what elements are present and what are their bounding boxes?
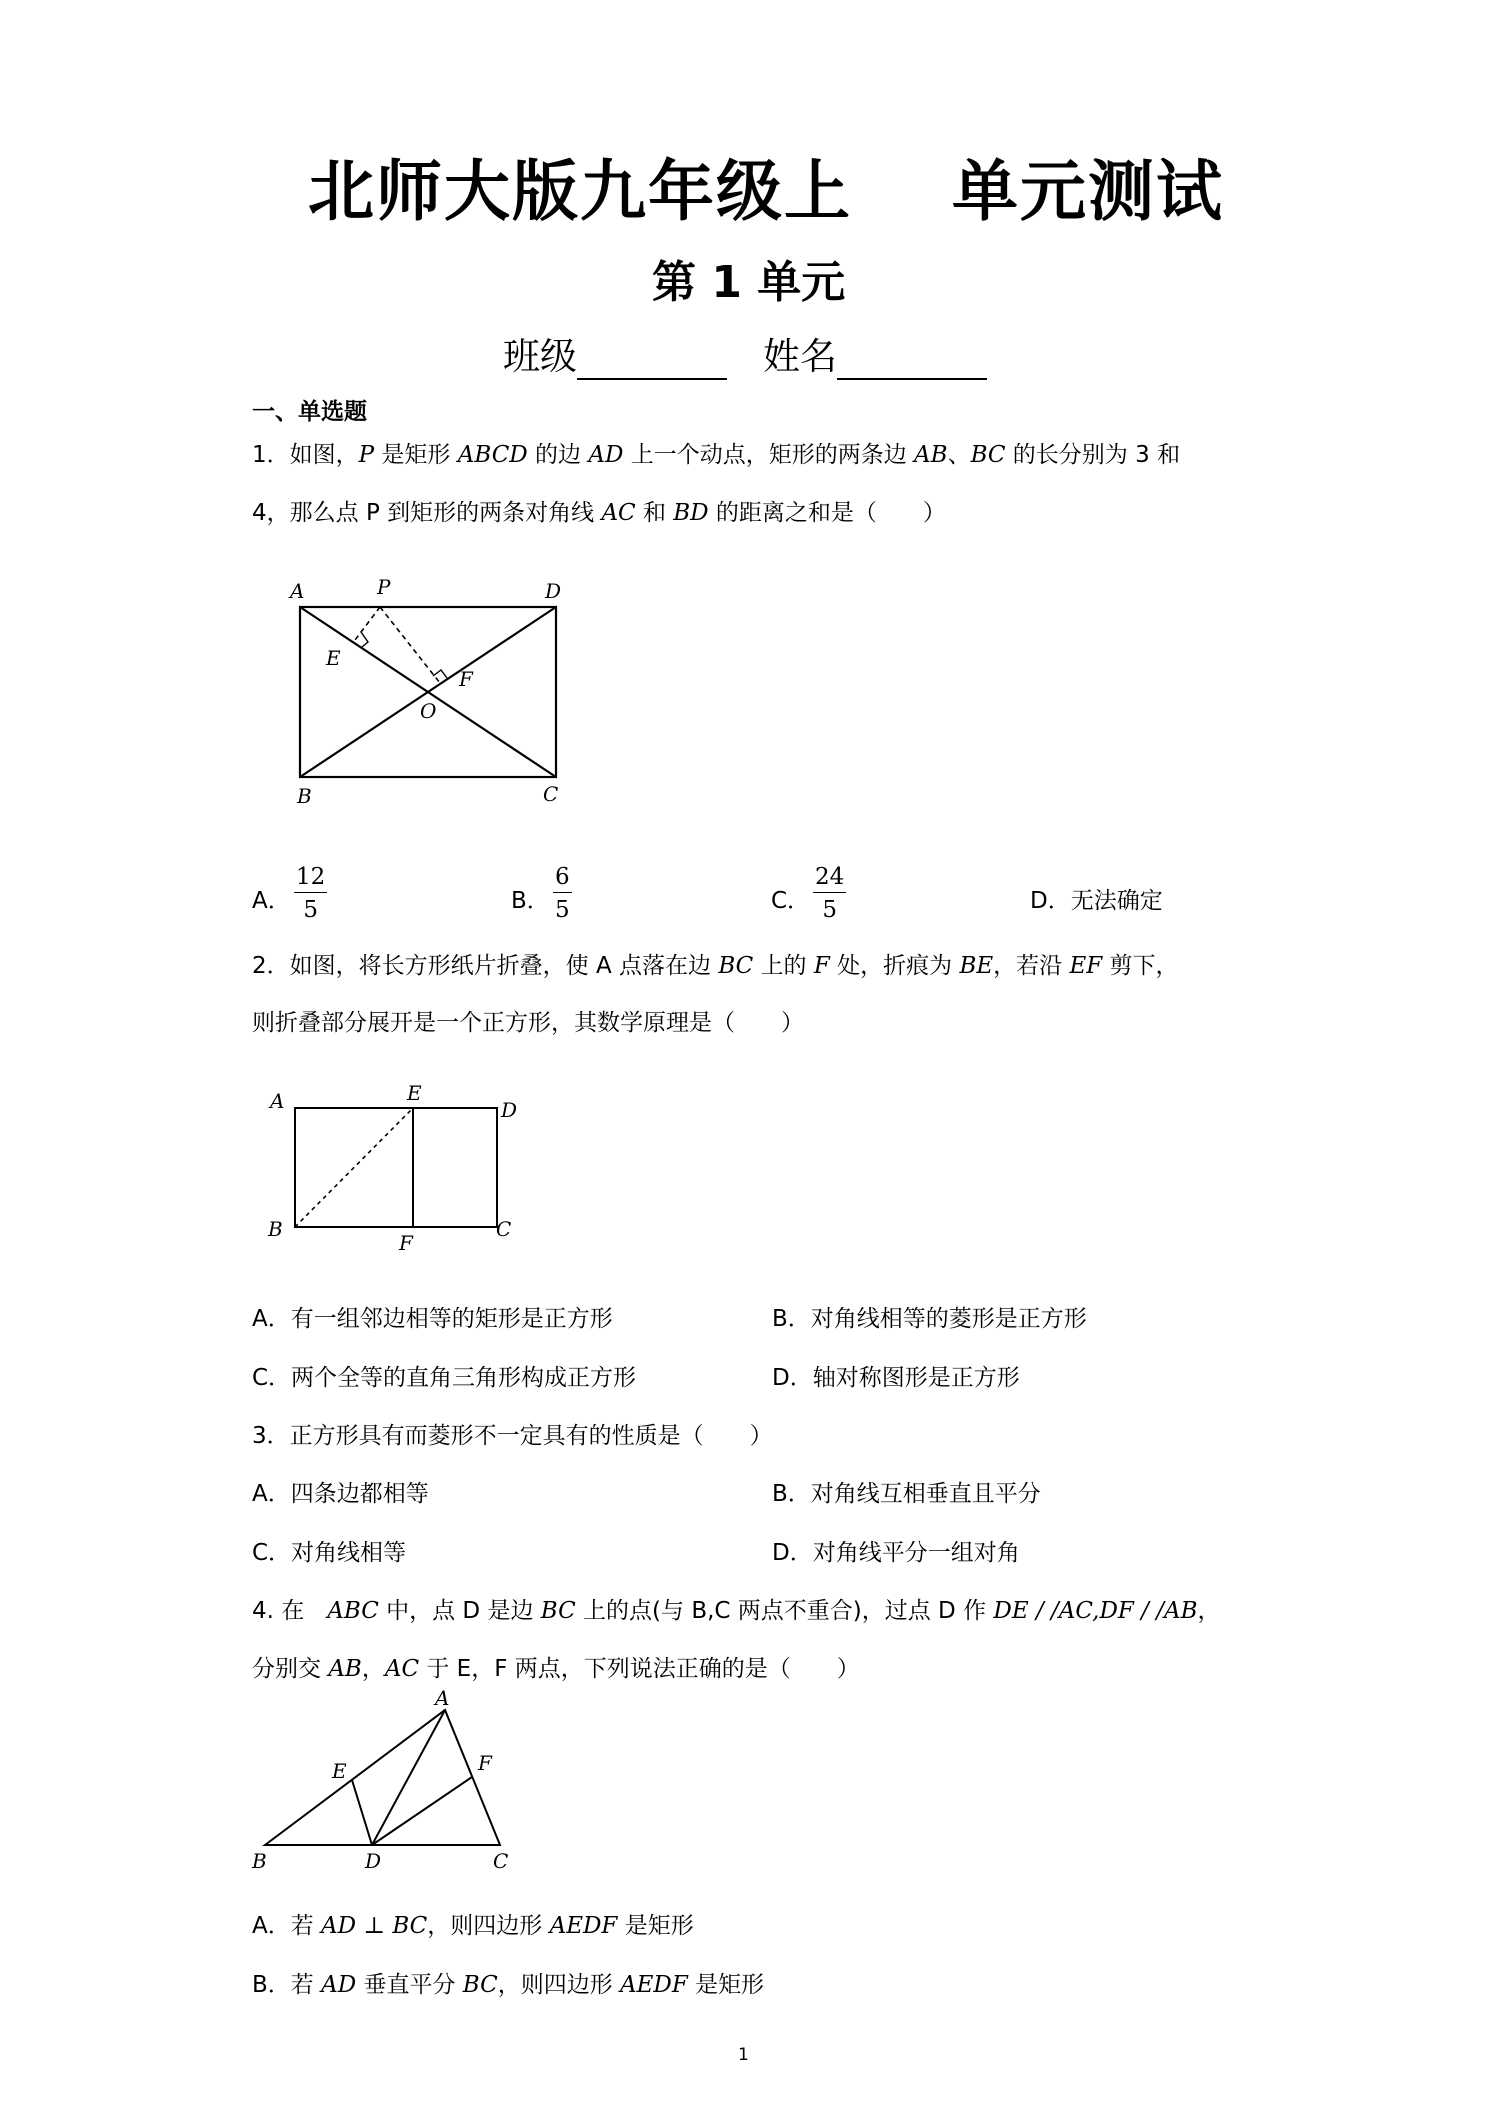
q1-label-e: E	[326, 646, 341, 670]
q1-b-numerator: 6	[553, 864, 572, 893]
q1-text: 、	[947, 442, 971, 468]
q1-a-numerator: 12	[294, 864, 327, 893]
q4-segment-de	[352, 1780, 372, 1845]
q1-b-denominator: 5	[555, 897, 570, 923]
q4-text: ，	[361, 1656, 385, 1682]
section-heading: 一、单选题	[252, 399, 367, 425]
q2-text: 处，折痕为	[829, 953, 960, 979]
page-number: 1	[738, 2045, 749, 2065]
q4-segment-ad	[372, 1710, 445, 1845]
q4-var: ABC	[327, 1598, 379, 1624]
q4-text: ，则四边形	[497, 1972, 621, 1998]
q2-label-f: F	[399, 1231, 413, 1255]
q1-label-f: F	[459, 667, 473, 691]
q2-label-c: C	[496, 1217, 512, 1241]
q2-var: EF	[1069, 953, 1103, 979]
q4-text: 4. 在	[252, 1598, 328, 1624]
q4-text: 分别交	[252, 1656, 329, 1682]
q1-label-a: A	[290, 579, 305, 603]
q4-var: DE / /AC,DF / /AB	[993, 1598, 1198, 1624]
q1-option-c-label: C．	[771, 888, 811, 914]
q4-text: B．若	[252, 1972, 322, 1998]
q1-label-o: O	[420, 699, 437, 723]
q4-var: AEDF	[549, 1913, 618, 1939]
q2-option-b: B．对角线相等的菱形是正方形	[772, 1306, 1087, 1332]
q2-text: 剪下，	[1102, 953, 1179, 979]
q4-text: 垂直平分	[356, 1972, 463, 1998]
q4-label-e: E	[332, 1759, 347, 1783]
title-left: 北师大版九年级上	[308, 153, 852, 230]
q1-text: 上一个动点，矩形的两条边	[623, 442, 915, 468]
q1-c-numerator: 24	[813, 864, 846, 893]
q1-d-text: 无法确定	[1070, 888, 1163, 914]
q4-option-a	[252, 1911, 694, 1941]
q4-label-c: C	[493, 1849, 509, 1873]
q1-text: 是矩形	[374, 442, 458, 468]
q1-text: 1．如图，	[252, 442, 359, 468]
q4-text: 中，点 D 是边	[378, 1598, 541, 1624]
q4-label-b: B	[252, 1849, 267, 1873]
q1-text: 的长分别为 3 和	[1005, 442, 1181, 468]
q1-text: 的边	[527, 442, 589, 468]
q4-var: AD	[321, 1972, 357, 1998]
q2-label-e: E	[407, 1081, 422, 1105]
name-label: 姓名	[763, 335, 837, 378]
q1-label-d: D	[545, 579, 562, 603]
title-right: 单元测试	[952, 153, 1224, 230]
q4-var: BC	[540, 1598, 576, 1624]
q4-text: ，则四边形	[427, 1913, 550, 1939]
q1-c-denominator: 5	[822, 897, 837, 923]
q1-a-denominator: 5	[303, 897, 318, 923]
q2-option-d: D．轴对称图形是正方形	[772, 1365, 1020, 1391]
q2-text: 上的	[753, 953, 814, 979]
q4-var: AEDF	[620, 1972, 688, 1998]
q4-text: A．若	[252, 1913, 322, 1939]
q1-var: BD	[673, 500, 709, 526]
q1-text: 4，那么点 P 到矩形的两条对角线	[252, 500, 602, 526]
q4-text: ，	[1197, 1598, 1221, 1624]
q2-var: BC	[718, 953, 754, 979]
q4-text: 是矩形	[687, 1972, 765, 1998]
q4-text: 是矩形	[617, 1913, 694, 1939]
q4-var: AB	[328, 1656, 362, 1682]
q1-text: 的距离之和是（ ）	[708, 500, 946, 526]
q1-var: ABCD	[457, 442, 528, 468]
q2-label-a: A	[270, 1089, 285, 1113]
class-label: 班级	[503, 335, 577, 378]
q4-var: BC	[462, 1972, 498, 1998]
q4-var: AD ⊥ BC	[321, 1913, 428, 1939]
q1-var: AB	[914, 442, 948, 468]
q4-label-d: D	[365, 1849, 382, 1873]
q2-text: 2．如图，将长方形纸片折叠，使 A 点落在边	[252, 953, 719, 979]
q1-label-c: C	[543, 782, 559, 806]
q1-option-a-label: A．	[252, 888, 291, 914]
q4-text: 于 E，F 两点，下列说法正确的是（ ）	[419, 1656, 860, 1682]
q3-option-c: C．对角线相等	[252, 1540, 407, 1566]
q1-var: P	[358, 442, 375, 468]
q3-option-d: D．对角线平分一组对角	[772, 1540, 1020, 1566]
q1-label-p: P	[377, 575, 391, 599]
q4-label-a: A	[435, 1686, 450, 1710]
q2-label-d: D	[501, 1098, 518, 1122]
q1-label-b: B	[297, 784, 312, 808]
q2-label-b: B	[268, 1217, 283, 1241]
q2-option-c: C．两个全等的直角三角形构成正方形	[252, 1365, 637, 1391]
q1-text: 和	[635, 500, 674, 526]
q1-var: AC	[601, 500, 636, 526]
q1-option-b-label: B．	[511, 888, 550, 914]
q4-segment-df	[372, 1777, 472, 1845]
unit-subtitle: 第 1 单元	[652, 257, 846, 308]
q1-var: BC	[970, 442, 1006, 468]
q4-label-f: F	[478, 1751, 492, 1775]
q1-d-label: D．	[1030, 888, 1071, 914]
q2-var: F	[813, 953, 830, 979]
q2-var: BE	[959, 953, 994, 979]
q3-option-b: B．对角线互相垂直且平分	[772, 1481, 1041, 1507]
q1-var: AD	[588, 442, 624, 468]
q4-var: AC	[384, 1656, 420, 1682]
q2-option-a: A．有一组邻边相等的矩形是正方形	[252, 1306, 613, 1332]
q3-option-a: A．四条边都相等	[252, 1481, 429, 1507]
q2-stem-line2: 则折叠部分展开是一个正方形，其数学原理是（ ）	[252, 1010, 804, 1036]
q3-stem: 3．正方形具有而菱形不一定具有的性质是（ ）	[252, 1423, 773, 1449]
q4-option-b	[252, 1970, 764, 2000]
q2-text: ，若沿	[993, 953, 1070, 979]
q4-text: 上的点(与 B,C 两点不重合)，过点 D 作	[575, 1598, 994, 1624]
